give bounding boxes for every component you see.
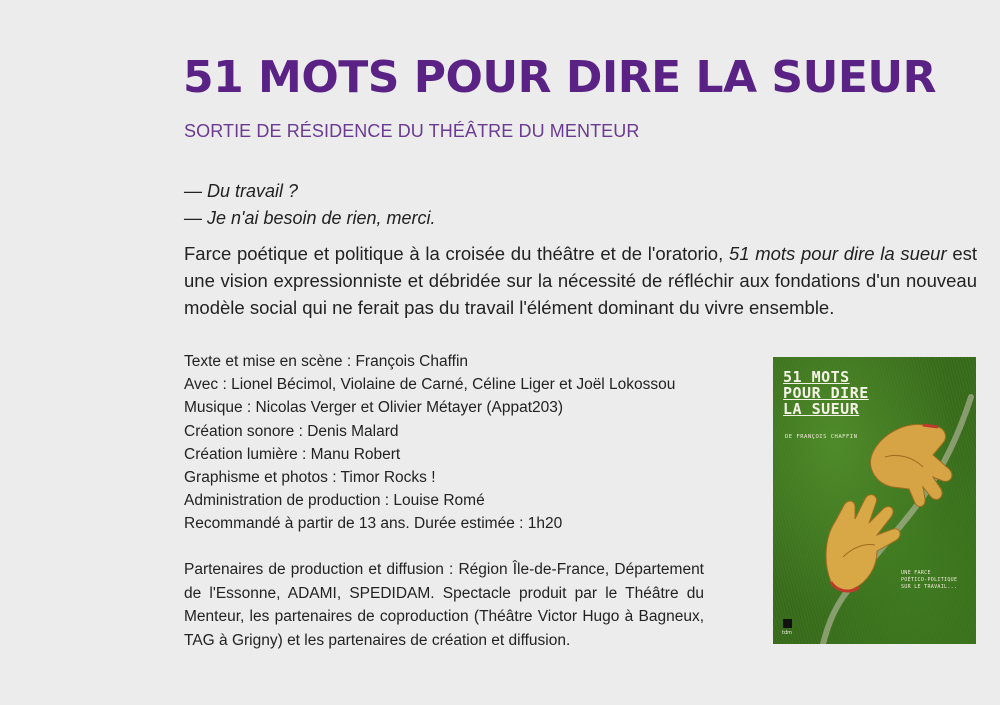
credits-list (184, 350, 744, 536)
quote-line: — Je n'ai besoin de rien, merci. (184, 208, 436, 228)
credit-line: Avec : Lionel Bécimol, Violaine de Carné, Céline Liger et Joël Lokossou (184, 376, 676, 394)
poster-title-line: 51 MOTS (783, 368, 850, 386)
glove-upper-icon (871, 424, 952, 506)
poster-image (773, 357, 976, 644)
page-subtitle: SORTIE DE RÉSIDENCE DU THÉÂTRE DU MENTEUR (184, 121, 640, 141)
credit-line: Recommandé à partir de 13 ans. Durée estimée : 1h20 (184, 515, 563, 533)
poster-logo-icon (783, 619, 792, 628)
poster-title-line: LA SUEUR (783, 400, 860, 418)
poster-tagline-line: SUR LE TRAVAIL... (901, 584, 958, 590)
poster-tagline-line: POÉTICO-POLITIQUE (901, 577, 958, 583)
credit-line: Graphisme et photos : Timor Rocks ! (184, 469, 436, 487)
credit-line: Texte et mise en scène : François Chaffin (184, 353, 469, 370)
credit-line: Musique : Nicolas Verger et Olivier Métayer (Appat203) (184, 399, 564, 417)
lead-show-title: 51 mots pour dire la sueur (728, 243, 947, 264)
page-title: 51 MOTS POUR DIRE LA SUEUR (183, 52, 936, 103)
poster-title-line: POUR DIRE (783, 384, 869, 402)
poster-author: DE FRANÇOIS CHAFFIN (785, 434, 858, 440)
dialogue-quotes (184, 178, 436, 232)
partners-paragraph: Partenaires de production et diffusion : Région Île-de-France, Département de l'Essonne, ADAMI, SPEDIDAM. Spectacle produit par le Théâtre du Menteur, les partenaires de coproduction (Théâtre Victor Hugo à Bagneux, TAG à Grigny) et les partenaires de création et diffusion. (184, 561, 704, 649)
lead-paragraph (184, 240, 977, 321)
credit-line: Création sonore : Denis Malard (184, 422, 399, 440)
poster-tagline (901, 570, 971, 591)
glove-lower-icon (826, 495, 900, 591)
credit-line: Administration de production : Louise Romé (184, 492, 485, 510)
quote-line: — Du travail ? (184, 181, 299, 201)
lead-text-end: est une vision expressionniste et débridée sur la nécessité de réfléchir aux fondations d'un nouveau modèle social qui ne ferait pas du travail l'élément dominant du vivre ensemble. (184, 243, 977, 318)
lead-text: Farce poétique et politique à la croisée du théâtre et de l'oratorio, (184, 243, 729, 264)
poster-title (783, 369, 893, 417)
credit-line: Création lumière : Manu Robert (184, 445, 401, 463)
poster-logo-text: tdm (782, 630, 793, 636)
poster-tagline-line: UNE FARCE (901, 570, 931, 576)
